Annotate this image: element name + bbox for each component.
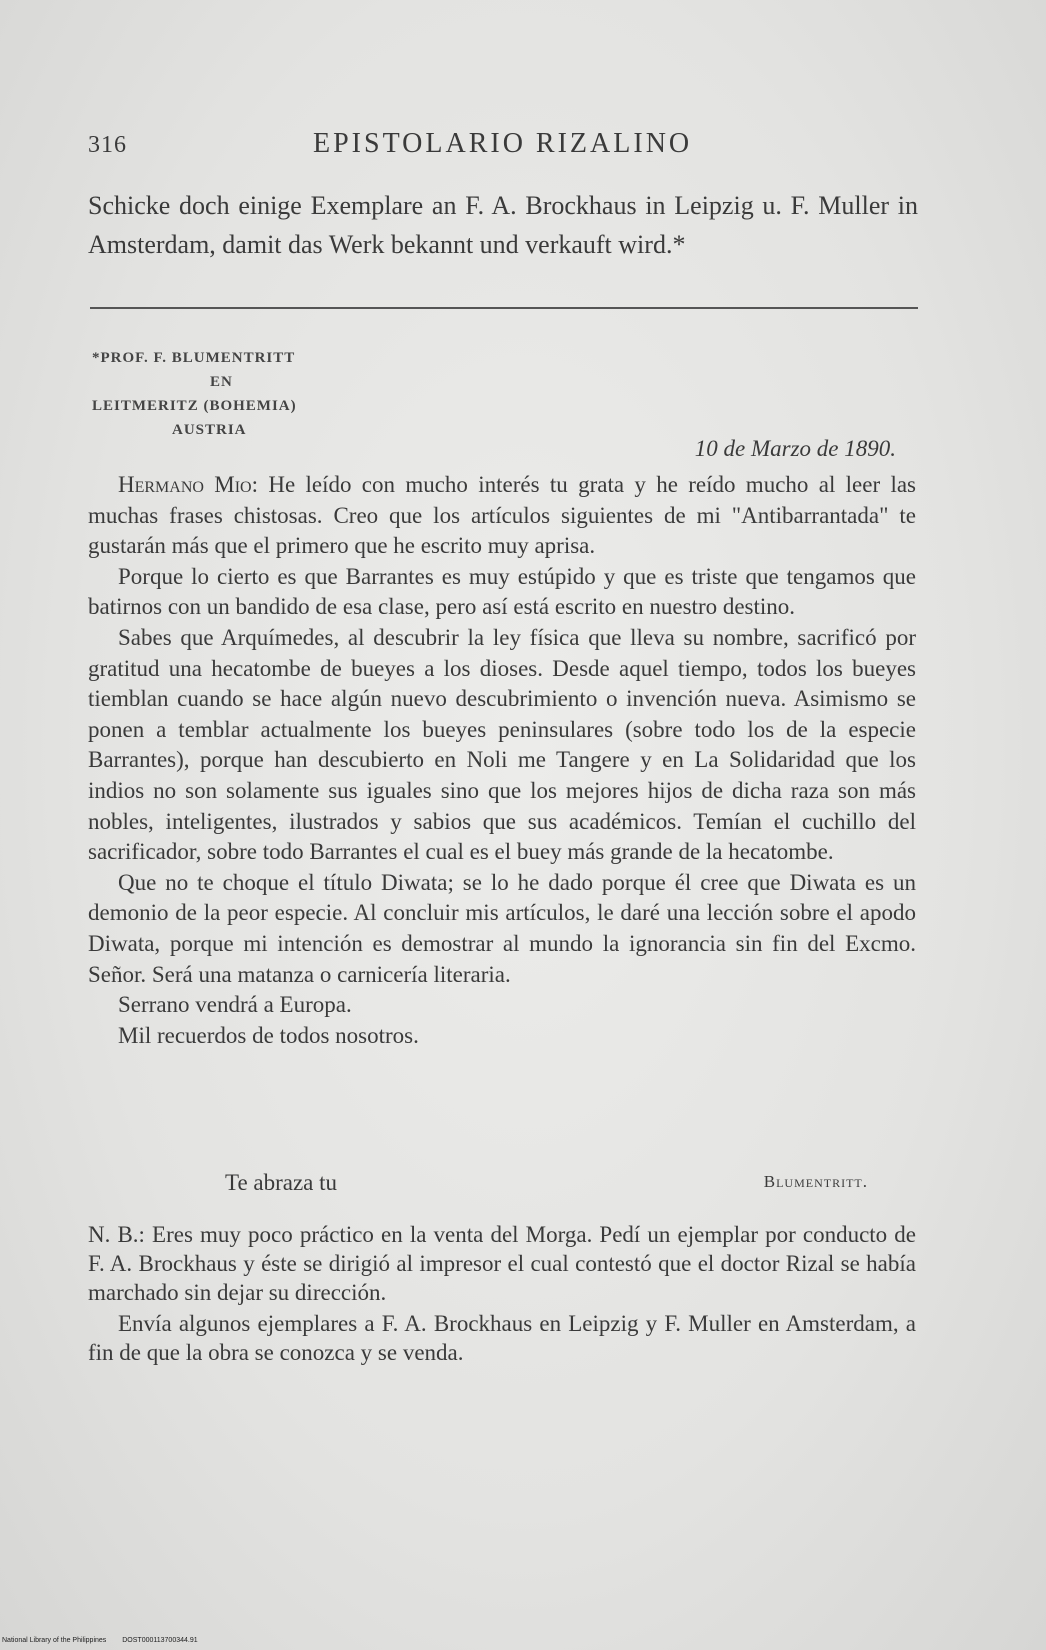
- page-number: 316: [88, 132, 127, 158]
- scan-id: DOST000113700344.91: [122, 1637, 198, 1644]
- footnote-rule: [90, 307, 918, 309]
- letter-closing: [88, 1170, 916, 1202]
- paragraph-5: Serrano vendrá a Europa.: [118, 992, 352, 1018]
- scan-footer: [2, 1637, 198, 1644]
- closing-phrase: Te abraza tu: [225, 1170, 338, 1195]
- address-line-country: AUSTRIA: [172, 422, 247, 438]
- nb-paragraph-1: N. B.: Eres muy poco práctico en la venta del Morga. Pedí un ejemplar por conducto de F. A. Brockhaus y éste se dirigió al impresor el cual contestó que el doctor Rizal se había marchado sin dejar su dirección.: [88, 1222, 916, 1305]
- paragraph-1-text: He leído con mucho interés tu grata y he reído mucho al leer las muchas frases chistosas. Creo que los artículos siguientes de mi "Antibarrantada" te gustarán más que el primero que he escrito muy aprisa.: [88, 472, 916, 559]
- recipient-address: [92, 346, 297, 442]
- address-line-city: LEITMERITZ (BOHEMIA): [92, 398, 297, 414]
- address-line-en: EN: [210, 374, 233, 390]
- paragraph-3: Sabes que Arquímedes, al descubrir la ley física que lleva su nombre, sacrificó por gratitud una hecatombe de bueyes a los dioses. Desde aquel tiempo, todos los bueyes tiemblan cuando se hace algún nuevo descubrimiento o invención nueva. Asimismo se ponen a temblar actualmente los bueyes peninsulares (sobre todo los de la especie Barrantes), porque han descubierto en Noli me Tangere y en La Solidaridad que los indios no son solamente sus iguales sino que los mejores hijos de dicha raza son más nobles, inteligentes, ilustrados y sabios que sus académicos. Temían el cuchillo del sacrificador, sobre todo Barrantes el cual es el buey más grande de la hecatombe.: [88, 624, 916, 865]
- paragraph-4: Que no te choque el título Diwata; se lo he dado porque él cree que Diwata es un demonio de la peor especie. Al concluir mis artículos, le daré una lección sobre el apodo Diwata, porque mi intención es demostrar al mundo la ignorancia sin fin del Excmo. Señor. Será una matanza o carnicería literaria.: [88, 869, 916, 987]
- german-paragraph: Schicke doch einige Exemplare an F. A. Brockhaus in Leipzig u. F. Muller in Amsterdam, damit das Werk bekannt und verkauft wird.*: [88, 191, 918, 259]
- letter-date: 10 de Marzo de 1890.: [694, 436, 896, 461]
- library-credit: National Library of the Philippines: [2, 1637, 107, 1644]
- nota-bene: [88, 1220, 916, 1367]
- paragraph-6: Mil recuerdos de todos nosotros.: [118, 1022, 419, 1048]
- paragraph-1: [88, 470, 916, 562]
- running-title: EPISTOLARIO RIZALINO: [313, 128, 693, 159]
- paragraph-2: Porque lo cierto es que Barrantes es muy estúpido y que es triste que tengamos que batirnos con un bandido de esa clase, pero así está escrito en nuestro destino.: [88, 563, 916, 620]
- page-header: [88, 128, 918, 168]
- signature: Blumentritt.: [763, 1172, 868, 1191]
- salutation: Hermano Mio:: [118, 472, 258, 497]
- nb-paragraph-2: Envía algunos ejemplares a F. A. Brockhaus en Leipzig y F. Muller en Amsterdam, a fin de que la obra se conozca y se venda.: [88, 1311, 916, 1365]
- address-line-name: *PROF. F. BLUMENTRITT: [92, 350, 296, 366]
- letter-body: [88, 470, 916, 1051]
